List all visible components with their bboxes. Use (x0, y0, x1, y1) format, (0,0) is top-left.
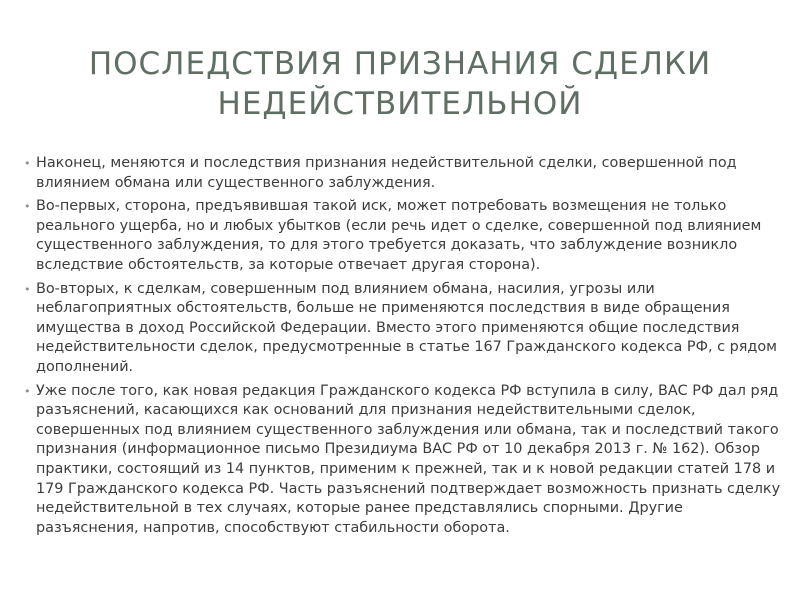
bullet-text: Уже после того, как новая редакция Гражданского кодекса РФ вступила в силу, ВАС РФ дал ряд разъяснений, касающихся как оснований для признания недействительными сделок, совершенных под влиянием существенного заблуждения или обмана, так и последствий такого признания (информационное письмо Президиума ВАС РФ от 10 декабря 2013 г. № 162). Обзор практики, состоящий из 14 пунктов, применим к прежней, так и к новой редакции статей 178 и 179 Гражданского кодекса РФ. Часть разъяснений подтверждает возможность признать сделку недействительной в тех случаях, которые ранее представлялись спорными. Другие разъяснения, напротив, способствуют стабильности оборота. (36, 382, 781, 536)
bullet-item (24, 154, 784, 193)
bullet-item (24, 382, 784, 539)
bullet-item (24, 280, 784, 378)
bullet-dot-icon: • (24, 157, 31, 170)
bullet-dot-icon: • (24, 282, 31, 296)
bullet-dot-icon: • (24, 384, 31, 398)
bullet-text: Во-вторых, к сделкам, совершенным под влиянием обмана, насилия, угрозы или неблагоприятных обстоятельств, больше не применяются последствия в виде обращения имущества в доход Российской Федерации. Вместо этого применяются общие последствия недействительности сделок, предусмотренные в статье 167 Гражданского кодекса РФ, с рядом дополнений. (36, 280, 777, 375)
bullet-list (24, 154, 784, 542)
bullet-item (24, 197, 784, 275)
bullet-dot-icon: • (24, 200, 31, 214)
slide-title: ПОСЛЕДСТВИЯ ПРИЗНАНИЯ СДЕЛКИ НЕДЕЙСТВИТЕЛЬНОЙ (88, 46, 712, 122)
bullet-text: Во-первых, сторона, предъявившая такой иск, может потребовать возмещения не только реального ущерба, но и любых убытков (если речь идет о сделке, совершенной под влиянием существенного заблуждения, то для этого требуется доказать, что заблуждение возникло вследствие обстоятельств, за которые отвечает другая сторона). (36, 198, 762, 273)
bullet-text: Наконец, меняются и последствия признания недействительной сделки, совершенной под влиянием обмана или существенного заблуждения. (36, 155, 737, 191)
